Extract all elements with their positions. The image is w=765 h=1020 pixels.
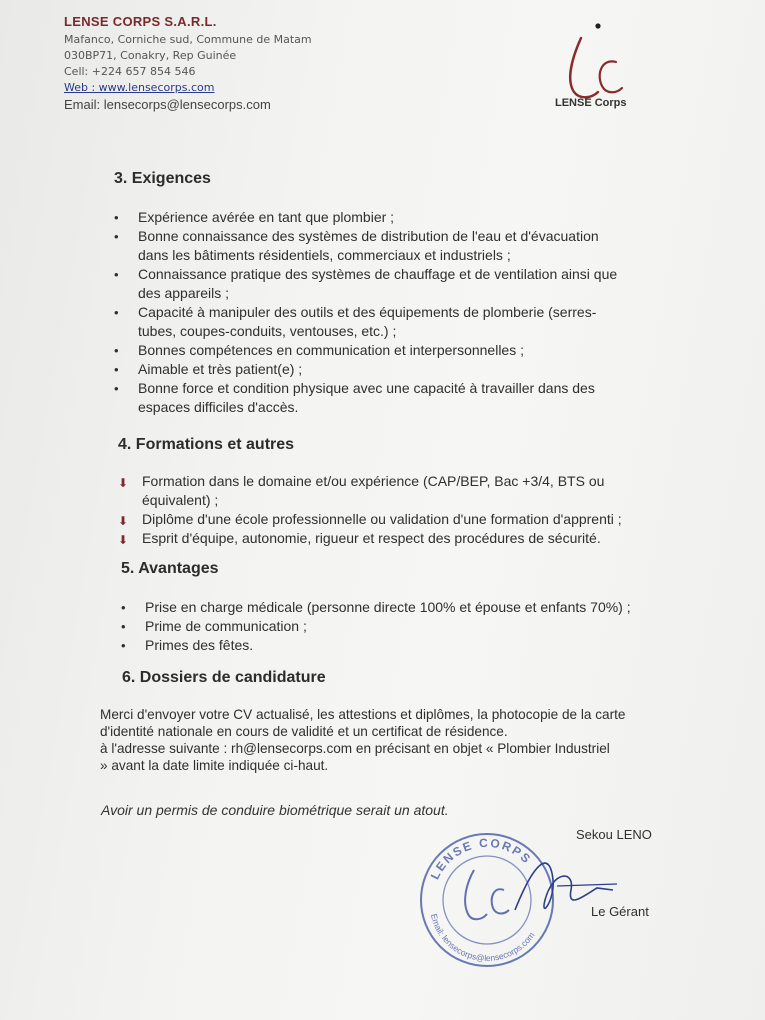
address-line-2: 030BP71, Conakry, Rep Guinée [64,49,237,62]
list-item: • Prime de communication ; [121,618,307,634]
signatory-role: Le Gérant [591,904,649,919]
list-item: espaces difficiles d'accès. [138,399,299,415]
stamp-top-text: LENSE CORPS [427,835,535,882]
arrow-down-icon: ⬇ [118,533,129,547]
website-link[interactable]: Web : www.lensecorps.com [64,81,215,94]
list-item: • Primes des fêtes. [121,637,254,653]
list-item: • Bonne force et condition physique avec une capacité à travailler dans des [114,380,595,396]
contact-email: Email: lensecorps@lensecorps.com [64,97,271,112]
address-line-1: Mafanco, Corniche sud, Commune de Matam [64,33,312,46]
list-item: • Bonnes compétences en communication et interpersonnelles ; [114,342,524,358]
list-item: ⬇ Formation dans le domaine et/ou expérience (CAP/BEP, Bac +3/4, BTS ou [118,472,678,491]
section-4-title: 4. Formations et autres [118,436,295,453]
list-item: • Bonne connaissance des systèmes de distribution de l'eau et d'évacuation [114,228,599,244]
logo-label: LENSE Corps [555,97,627,109]
list-item: • Capacité à manipuler des outils et des équipements de plomberie (serres- [114,304,597,320]
stamp-bottom-text: Email: lensecorps@lensecorps.com [428,912,537,964]
requirements-list [114,208,674,417]
application-paragraph [100,706,670,774]
arrow-down-icon: ⬇ [118,476,129,490]
list-item: équivalent) ; [142,492,219,508]
training-list [118,472,678,548]
list-item: dans les bâtiments résidentiels, commerciaux et industriels ; [138,247,511,263]
letterhead [64,14,312,112]
license-note: Avoir un permis de conduire biométrique serait un atout. [101,802,449,818]
company-name: LENSE CORPS S.A.R.L. [64,14,217,29]
paragraph-line: » avant la date limite indiquée ci-haut. [100,758,329,773]
list-item: tubes, coupes-conduits, ventouses, etc.) ; [138,323,397,339]
signatory-name: Sekou LENO [576,827,652,842]
cell-phone: Cell: +224 657 854 546 [64,65,196,78]
section-3-title: 3. Exigences [114,170,211,187]
paragraph-line: d'identité nationale en cours de validité et un certificat de résidence. [100,724,508,739]
section-5-title: 5. Avantages [121,560,219,577]
arrow-down-icon: ⬇ [118,514,129,528]
paragraph-line: à l'adresse suivante : rh@lensecorps.com en précisant en objet « Plombier Industriel [100,741,610,756]
benefits-list [121,598,681,655]
list-item: • Connaissance pratique des systèmes de chauffage et de ventilation ainsi que [114,266,618,282]
list-item: • Aimable et très patient(e) ; [114,361,303,377]
list-item: des appareils ; [138,285,230,301]
list-item: ⬇ Diplôme d'une école professionnelle ou validation d'une formation d'apprenti ; [118,510,678,529]
paragraph-line: Merci d'envoyer votre CV actualisé, les attestions et diplômes, la photocopie de la carte [100,707,626,722]
list-item: ⬇ Esprit d'équipe, autonomie, rigueur et respect des procédures de sécurité. [118,529,678,548]
section-6-title: 6. Dossiers de candidature [122,669,326,686]
list-item: • Expérience avérée en tant que plombier ; [114,209,395,225]
list-item: • Prise en charge médicale (personne directe 100% et épouse et enfants 70%) ; [121,599,631,615]
